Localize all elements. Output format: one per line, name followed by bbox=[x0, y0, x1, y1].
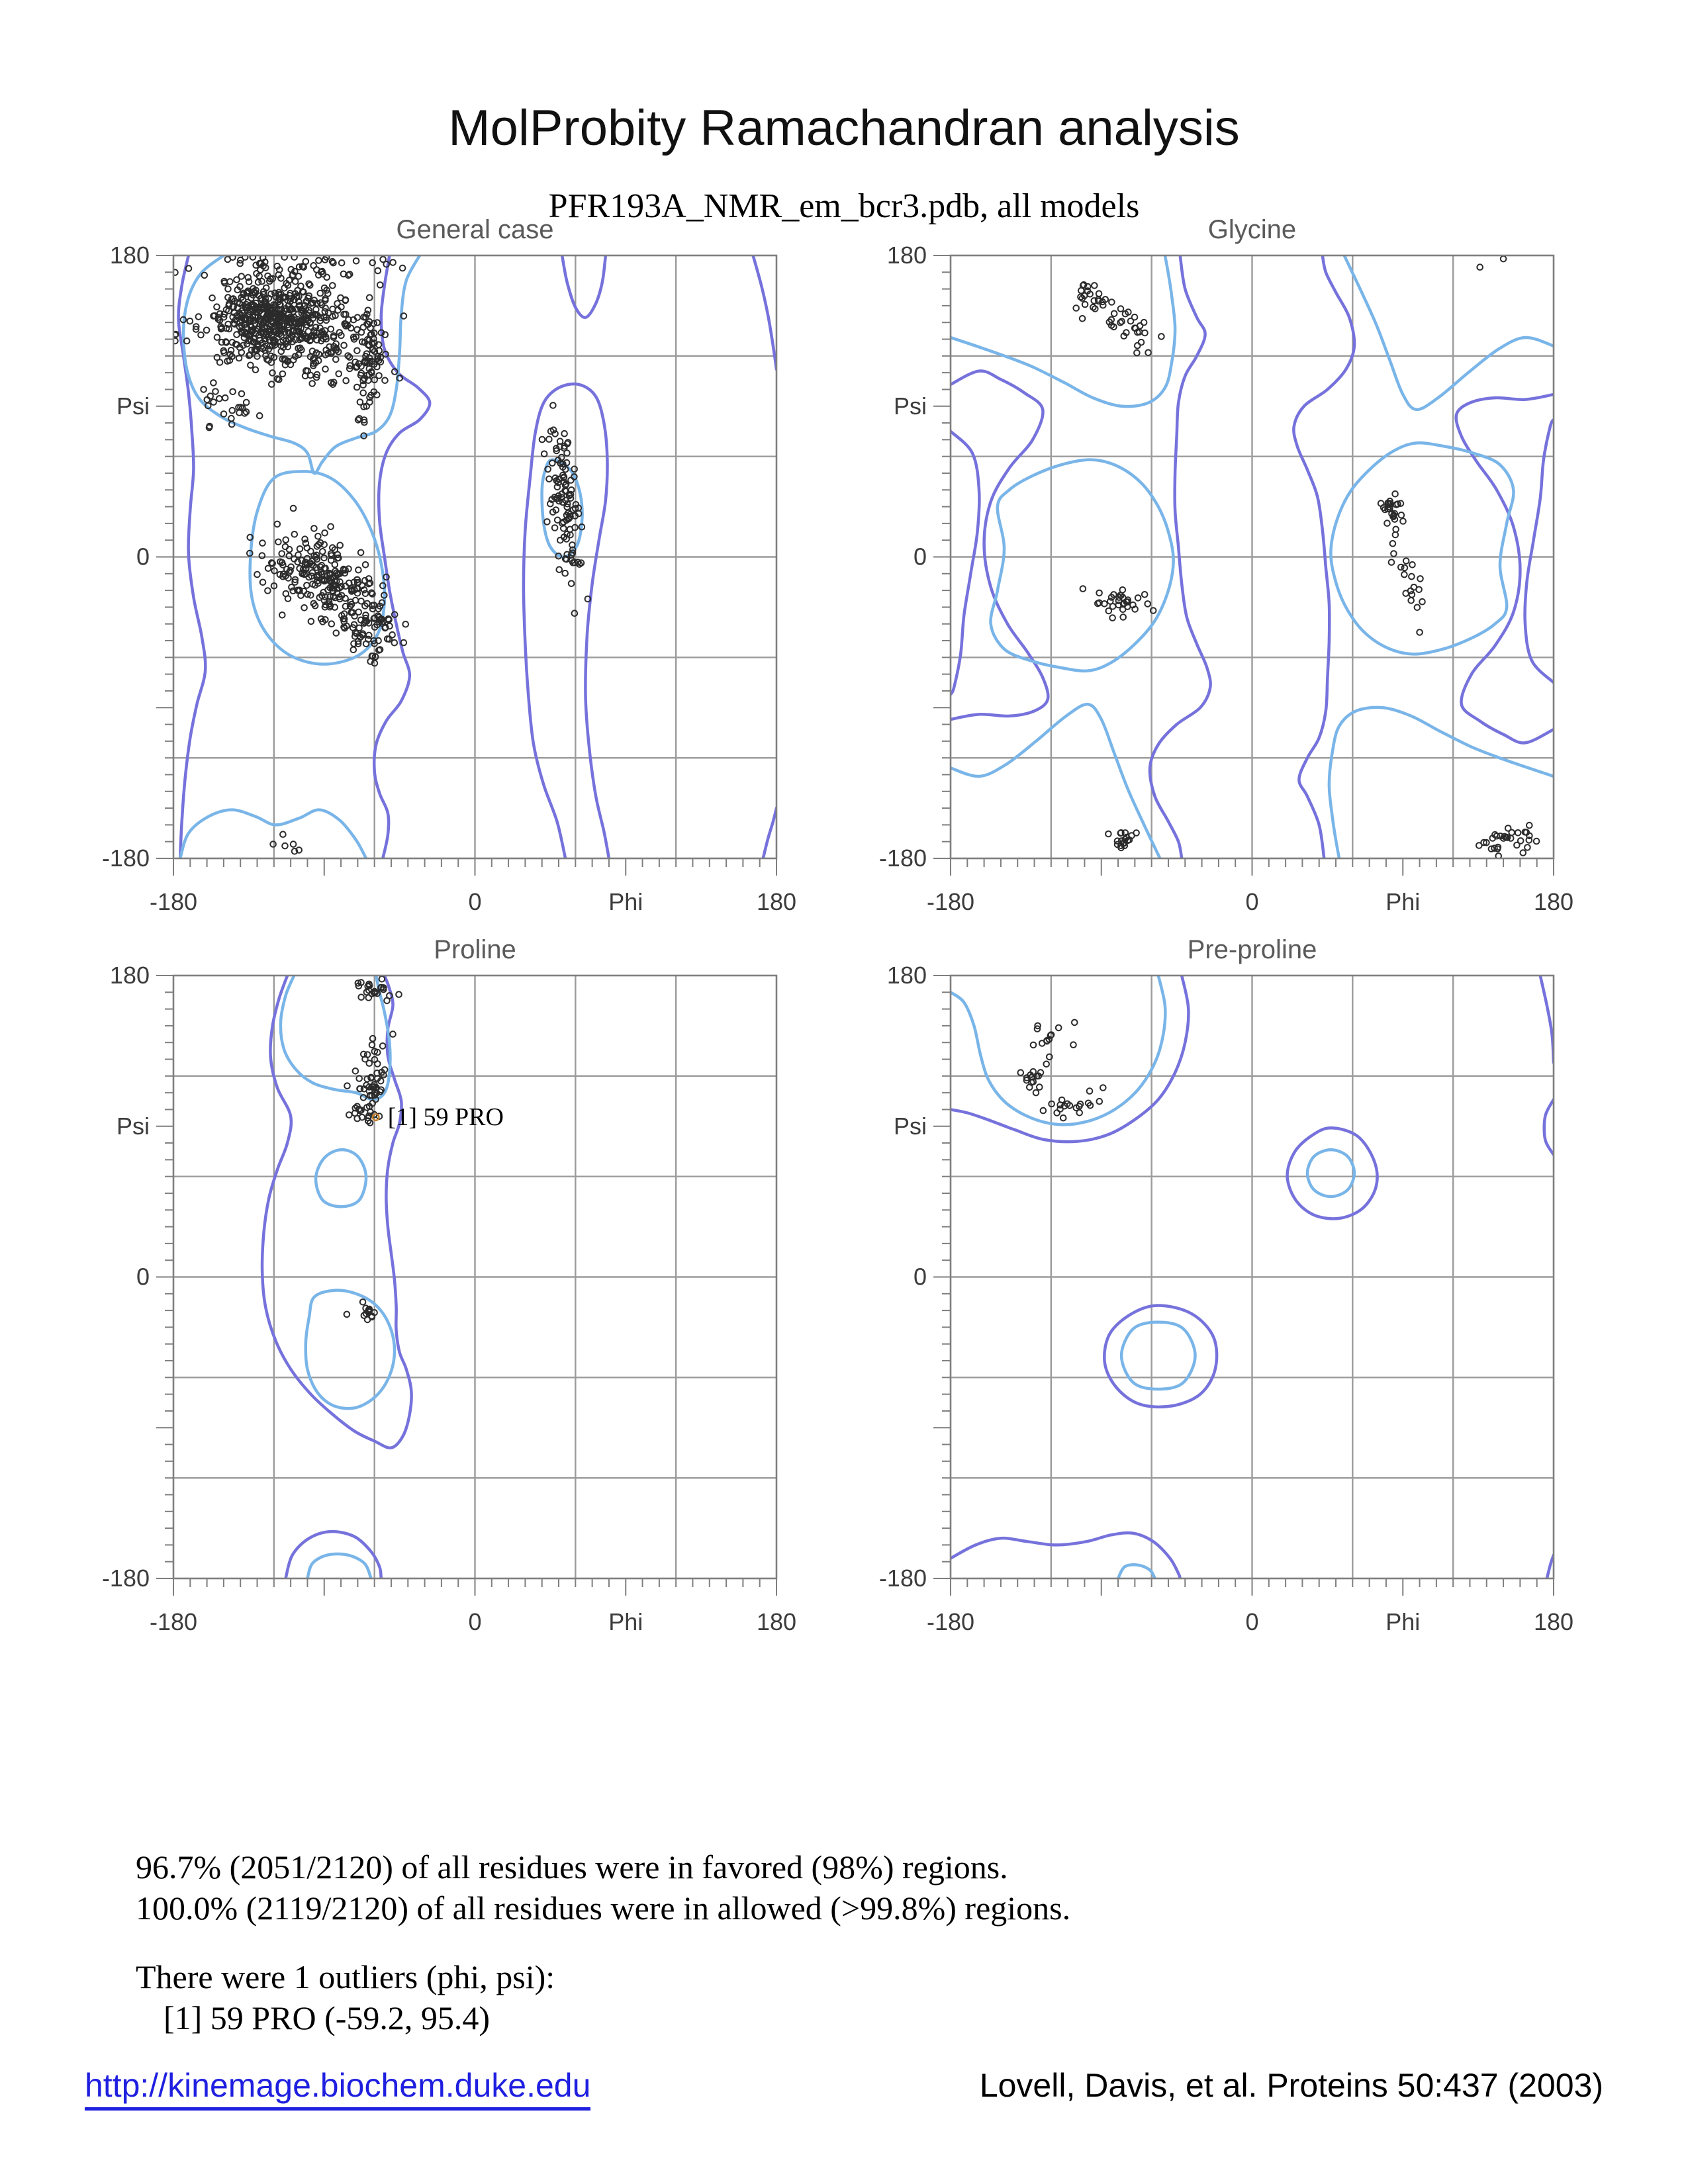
data-point bbox=[363, 562, 369, 568]
data-point bbox=[351, 647, 357, 653]
plot-svg-0 bbox=[74, 209, 816, 958]
data-point bbox=[1142, 330, 1148, 336]
grid-group bbox=[951, 976, 1554, 1578]
data-point bbox=[353, 258, 359, 264]
data-point bbox=[375, 268, 381, 274]
ticks-group bbox=[933, 976, 1554, 1596]
ramachandran-plot-glycine bbox=[851, 209, 1593, 958]
contour-allowed bbox=[1544, 1099, 1554, 1155]
data-point bbox=[225, 286, 231, 292]
contour-allowed bbox=[951, 976, 1188, 1142]
data-point bbox=[402, 621, 408, 627]
data-point bbox=[244, 400, 250, 406]
y-axis-label-180: 180 bbox=[109, 242, 150, 269]
data-point bbox=[341, 343, 347, 349]
data-point bbox=[1477, 264, 1483, 270]
data-point bbox=[304, 582, 310, 588]
y-axis-label-180: 180 bbox=[109, 962, 150, 989]
data-point bbox=[1097, 1099, 1103, 1105]
data-point bbox=[1073, 305, 1079, 311]
data-point bbox=[204, 328, 210, 334]
contour-allowed bbox=[951, 432, 979, 694]
data-point bbox=[377, 282, 383, 288]
contour-allowed bbox=[763, 808, 776, 858]
data-point bbox=[367, 295, 373, 300]
y-axis-label--180: -180 bbox=[878, 844, 927, 872]
kinemage-link[interactable]: http://kinemage.biochem.duke.edu bbox=[85, 2066, 590, 2111]
data-point bbox=[330, 283, 336, 289]
data-point bbox=[316, 257, 322, 263]
statistics-block bbox=[136, 1846, 1070, 2038]
data-point bbox=[552, 525, 558, 531]
data-point bbox=[322, 366, 328, 372]
data-point bbox=[207, 393, 213, 399]
data-point bbox=[321, 555, 327, 561]
data-point bbox=[1132, 314, 1138, 320]
data-point bbox=[212, 388, 218, 394]
data-point bbox=[1409, 592, 1415, 598]
data-point bbox=[1109, 615, 1115, 621]
data-point bbox=[1408, 588, 1414, 594]
data-point bbox=[1120, 614, 1126, 620]
data-point bbox=[1409, 574, 1415, 580]
data-point bbox=[1056, 1025, 1062, 1031]
data-point bbox=[1505, 825, 1511, 831]
data-point bbox=[254, 572, 260, 578]
data-point bbox=[400, 265, 406, 271]
data-point bbox=[297, 546, 303, 552]
data-point bbox=[1145, 350, 1151, 356]
data-point bbox=[1041, 1108, 1047, 1114]
data-point bbox=[1398, 565, 1404, 570]
x-axis-label-Phi: Phi bbox=[1385, 888, 1421, 915]
data-point bbox=[329, 621, 335, 627]
data-point bbox=[376, 373, 382, 379]
data-point bbox=[230, 389, 236, 395]
data-point bbox=[308, 549, 314, 555]
data-point bbox=[380, 1043, 386, 1049]
data-point bbox=[328, 326, 334, 332]
data-point bbox=[1135, 595, 1141, 601]
data-point bbox=[539, 437, 545, 443]
data-point bbox=[202, 273, 208, 279]
data-point bbox=[1419, 599, 1425, 605]
data-point bbox=[280, 371, 286, 377]
data-point bbox=[1515, 830, 1521, 836]
data-point bbox=[198, 332, 204, 338]
x-axis-label--180: -180 bbox=[149, 1608, 198, 1635]
data-point bbox=[550, 402, 556, 408]
data-point bbox=[358, 995, 364, 1001]
x-axis-label-0: 0 bbox=[1245, 888, 1259, 915]
data-point bbox=[572, 610, 578, 616]
ramachandran-plot-proline bbox=[74, 929, 816, 1678]
y-axis-label-Psi: Psi bbox=[116, 392, 150, 420]
data-point bbox=[1390, 541, 1396, 547]
data-point bbox=[1057, 1106, 1063, 1112]
data-point bbox=[253, 367, 259, 373]
data-point bbox=[1142, 592, 1148, 598]
plot-svg-1 bbox=[851, 209, 1593, 958]
data-point bbox=[1401, 572, 1407, 578]
y-axis-label-Psi: Psi bbox=[116, 1112, 150, 1140]
contour-allowed-mirror bbox=[1456, 394, 1554, 743]
data-point bbox=[1080, 316, 1086, 322]
data-point bbox=[227, 279, 233, 285]
data-point bbox=[355, 567, 361, 573]
data-point bbox=[390, 1031, 396, 1037]
y-axis-label-180: 180 bbox=[886, 242, 927, 269]
y-axis-label-0: 0 bbox=[136, 543, 150, 570]
data-point bbox=[1399, 512, 1405, 518]
ticks-group bbox=[156, 976, 776, 1596]
data-point bbox=[1403, 558, 1409, 564]
data-point bbox=[322, 305, 328, 311]
stat-favored-line: 96.7% (2051/2120) of all residues were in favored (98%) regions. bbox=[136, 1848, 1008, 1886]
data-point bbox=[1133, 830, 1139, 836]
data-point bbox=[366, 633, 372, 639]
x-axis-label-180: 180 bbox=[1533, 888, 1574, 915]
data-point bbox=[291, 506, 297, 512]
data-point bbox=[282, 843, 288, 849]
data-point bbox=[1043, 1062, 1049, 1068]
data-point bbox=[1070, 1042, 1076, 1048]
contour-allowed bbox=[1288, 1128, 1378, 1218]
data-point bbox=[330, 306, 336, 312]
data-point bbox=[283, 537, 289, 543]
plot-title-label: Glycine bbox=[1207, 215, 1297, 244]
data-point bbox=[1158, 334, 1164, 340]
data-point bbox=[279, 551, 285, 557]
data-point bbox=[328, 523, 334, 529]
data-point bbox=[201, 387, 207, 392]
data-point bbox=[1521, 850, 1526, 856]
data-point bbox=[1417, 629, 1423, 635]
data-point bbox=[1072, 1020, 1078, 1026]
data-point bbox=[205, 397, 211, 403]
x-axis-label-0: 0 bbox=[468, 888, 482, 915]
data-point bbox=[1060, 1115, 1066, 1121]
data-point bbox=[1417, 576, 1423, 582]
data-point bbox=[211, 380, 216, 386]
data-point bbox=[1100, 1085, 1106, 1091]
data-point bbox=[1384, 520, 1390, 526]
y-axis-label-Psi: Psi bbox=[893, 392, 927, 420]
data-point bbox=[230, 408, 236, 414]
data-point bbox=[216, 396, 222, 402]
data-point bbox=[354, 385, 360, 390]
data-point bbox=[334, 630, 340, 636]
data-point bbox=[1391, 551, 1397, 557]
data-point bbox=[1524, 844, 1530, 850]
data-point bbox=[187, 318, 193, 324]
data-point bbox=[259, 540, 265, 546]
contour-favored bbox=[306, 1291, 395, 1409]
data-point bbox=[1501, 256, 1507, 262]
data-point bbox=[214, 334, 220, 340]
data-point bbox=[339, 260, 345, 266]
data-point bbox=[222, 395, 228, 401]
data-point bbox=[234, 277, 240, 283]
x-axis-label-Phi: Phi bbox=[608, 888, 643, 915]
data-point bbox=[1082, 302, 1088, 308]
data-point bbox=[392, 640, 398, 646]
data-point bbox=[1526, 823, 1532, 829]
contour-favored bbox=[180, 810, 366, 858]
data-point bbox=[270, 841, 276, 847]
y-axis-label--180: -180 bbox=[101, 844, 150, 872]
data-point bbox=[361, 324, 367, 330]
x-axis-label-0: 0 bbox=[1245, 1608, 1259, 1635]
data-point bbox=[1018, 1069, 1024, 1075]
contour-favored bbox=[1307, 1150, 1354, 1197]
data-point bbox=[379, 976, 385, 982]
x-axis-label--180: -180 bbox=[926, 1608, 975, 1635]
data-point bbox=[239, 391, 245, 397]
x-axis-label-180: 180 bbox=[756, 888, 797, 915]
contour-allowed bbox=[1540, 976, 1554, 1063]
data-point bbox=[562, 570, 568, 576]
y-axis-label-0: 0 bbox=[136, 1263, 150, 1291]
data-point bbox=[320, 549, 326, 555]
data-point bbox=[275, 539, 281, 545]
data-point bbox=[1111, 311, 1117, 317]
x-axis-label-0: 0 bbox=[468, 1608, 482, 1635]
x-axis-label-Phi: Phi bbox=[1385, 1608, 1421, 1635]
data-point bbox=[561, 431, 567, 437]
contour-allowed-mirror bbox=[1525, 420, 1554, 682]
data-point bbox=[1031, 1042, 1037, 1048]
data-point bbox=[1400, 518, 1406, 524]
data-point bbox=[363, 591, 369, 597]
contour-favored bbox=[307, 1554, 371, 1578]
data-point bbox=[354, 348, 360, 354]
ramachandran-plot-general bbox=[74, 209, 816, 958]
contour-favored bbox=[1121, 1322, 1195, 1389]
data-point bbox=[1080, 586, 1086, 592]
data-point bbox=[353, 1068, 359, 1074]
points-group bbox=[172, 254, 590, 854]
data-point bbox=[557, 567, 563, 572]
contour-allowed bbox=[1547, 1555, 1554, 1578]
data-point bbox=[1096, 291, 1102, 296]
data-point bbox=[211, 399, 216, 405]
y-axis-label-0: 0 bbox=[913, 1263, 927, 1291]
data-point bbox=[1087, 1088, 1093, 1094]
data-point bbox=[248, 363, 254, 369]
data-point bbox=[1096, 590, 1102, 596]
stat-allowed-line: 100.0% (2119/2120) of all residues were in allowed (>99.8%) regions. bbox=[136, 1889, 1071, 1927]
y-axis-label-180: 180 bbox=[886, 962, 927, 989]
data-point bbox=[285, 596, 291, 602]
data-point bbox=[309, 381, 315, 387]
outlier-header: There were 1 outliers (phi, psi): bbox=[136, 1958, 555, 1995]
data-point bbox=[322, 530, 328, 536]
grid-group bbox=[951, 255, 1554, 858]
data-point bbox=[337, 543, 343, 549]
contour-allowed bbox=[562, 255, 606, 318]
contour-favored bbox=[316, 1150, 366, 1206]
y-axis-label-0: 0 bbox=[913, 543, 927, 570]
data-point bbox=[546, 436, 552, 442]
data-point bbox=[1105, 831, 1111, 837]
plot-title-label: Pre-proline bbox=[1187, 935, 1317, 964]
data-point bbox=[292, 531, 298, 537]
data-point bbox=[354, 327, 360, 333]
contour-favored bbox=[1118, 1565, 1155, 1578]
contour-favored-mirror bbox=[1344, 255, 1554, 410]
plot-title-label: Proline bbox=[434, 935, 516, 964]
points-group bbox=[1018, 1020, 1106, 1121]
data-point bbox=[257, 413, 263, 419]
data-point bbox=[280, 831, 286, 837]
data-point bbox=[344, 1312, 350, 1318]
data-point bbox=[544, 519, 550, 525]
data-point bbox=[365, 308, 371, 314]
data-point bbox=[546, 476, 552, 482]
contour-allowed bbox=[951, 371, 1048, 719]
x-axis-label-Phi: Phi bbox=[608, 1608, 643, 1635]
ticks-group bbox=[933, 255, 1554, 876]
y-axis-label--180: -180 bbox=[878, 1565, 927, 1592]
data-point bbox=[343, 378, 349, 384]
data-point bbox=[338, 295, 344, 301]
data-point bbox=[265, 566, 271, 572]
data-point bbox=[324, 275, 330, 281]
contour-favored-mirror bbox=[1329, 707, 1554, 858]
data-point bbox=[1033, 1090, 1039, 1096]
data-point bbox=[380, 257, 386, 263]
x-axis-label-180: 180 bbox=[756, 1608, 797, 1635]
data-point bbox=[358, 550, 364, 556]
data-point bbox=[1134, 350, 1140, 356]
page-title: MolProbity Ramachandran analysis bbox=[448, 100, 1240, 156]
data-point bbox=[225, 257, 231, 263]
data-point bbox=[1115, 842, 1121, 848]
data-point bbox=[310, 263, 316, 269]
data-point bbox=[196, 314, 202, 320]
contour-allowed bbox=[753, 255, 776, 369]
plot-title-label: General case bbox=[396, 215, 554, 244]
data-point bbox=[382, 378, 388, 384]
data-point bbox=[214, 304, 220, 310]
data-point bbox=[217, 359, 223, 365]
data-point bbox=[390, 259, 396, 265]
contour-favored bbox=[951, 976, 1165, 1124]
data-point bbox=[360, 390, 366, 396]
data-point bbox=[571, 467, 577, 473]
data-point bbox=[346, 1112, 352, 1118]
page-subtitle: PFR193A_NMR_em_bcr3.pdb, all models bbox=[548, 187, 1140, 225]
data-point bbox=[1534, 839, 1540, 844]
data-point bbox=[569, 580, 575, 586]
data-point bbox=[209, 295, 215, 301]
data-point bbox=[1109, 299, 1115, 305]
outlier-label: [1] 59 PRO bbox=[387, 1103, 504, 1132]
data-point bbox=[1411, 584, 1417, 590]
data-point bbox=[1389, 559, 1395, 565]
data-point bbox=[1037, 1084, 1043, 1090]
data-point bbox=[1110, 604, 1116, 610]
data-point bbox=[311, 525, 317, 531]
plot-svg-2 bbox=[74, 929, 816, 1678]
outlier-list-item: [1] 59 PRO (-59.2, 95.4) bbox=[164, 1999, 491, 2036]
y-axis-label-Psi: Psi bbox=[893, 1112, 927, 1140]
data-point bbox=[318, 291, 324, 296]
data-point bbox=[1409, 562, 1415, 568]
data-point bbox=[221, 411, 227, 417]
data-point bbox=[265, 588, 271, 594]
data-point bbox=[1392, 491, 1398, 497]
data-point bbox=[396, 991, 402, 997]
data-point bbox=[334, 300, 340, 306]
spacer bbox=[136, 1929, 1070, 1956]
y-axis-label--180: -180 bbox=[101, 1565, 150, 1592]
citation-text: Lovell, Davis, et al. Proteins 50:437 (2003) bbox=[979, 2067, 1603, 2104]
data-point bbox=[301, 605, 307, 611]
plot-svg-3 bbox=[851, 929, 1593, 1678]
data-point bbox=[1518, 838, 1524, 844]
data-point bbox=[1476, 842, 1482, 848]
data-point bbox=[1135, 343, 1141, 349]
data-point bbox=[234, 332, 240, 338]
data-point bbox=[360, 1299, 366, 1305]
contour-allowed bbox=[951, 1533, 1180, 1578]
ramachandran-plot-preproline bbox=[851, 929, 1593, 1678]
data-point bbox=[259, 279, 265, 285]
data-point bbox=[1415, 605, 1421, 611]
data-point bbox=[333, 357, 339, 363]
data-point bbox=[1092, 283, 1098, 289]
data-point bbox=[1378, 500, 1384, 506]
data-point bbox=[557, 537, 563, 543]
data-point bbox=[1408, 598, 1414, 604]
data-point bbox=[308, 619, 314, 625]
data-point bbox=[291, 841, 297, 847]
data-point bbox=[1145, 601, 1150, 607]
x-axis-label--180: -180 bbox=[149, 888, 198, 915]
data-point bbox=[344, 1083, 350, 1089]
x-axis-label-180: 180 bbox=[1533, 1608, 1574, 1635]
x-axis-label--180: -180 bbox=[926, 888, 975, 915]
data-point bbox=[315, 533, 321, 539]
data-point bbox=[336, 371, 342, 377]
data-point bbox=[1118, 306, 1124, 312]
data-point bbox=[303, 259, 309, 265]
data-point bbox=[260, 580, 266, 586]
data-point bbox=[279, 612, 285, 618]
data-point bbox=[275, 522, 281, 527]
